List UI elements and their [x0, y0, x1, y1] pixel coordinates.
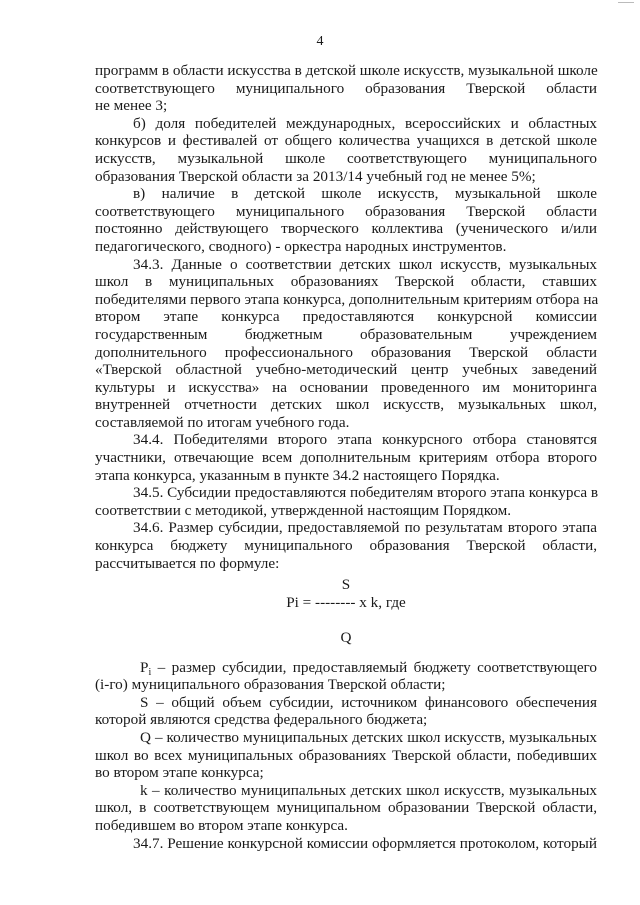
- paragraph-continuation: [95, 62, 597, 115]
- paragraph-34-5: [95, 484, 597, 519]
- text-line: школ в муниципальных образованиях Тверской области, ставших: [95, 273, 597, 291]
- text-line: не менее 3;: [95, 97, 168, 115]
- text-line: культуры и искусства» на основании проведенного им мониторинга: [95, 378, 597, 396]
- symbol-p: P: [140, 658, 149, 676]
- text-line: участники, отвечающие всем дополнительным критериям отбора второго: [95, 449, 597, 467]
- formula: [95, 576, 597, 646]
- text-line: школ во всех муниципальных образованиях Тверской области, победивших: [95, 746, 597, 764]
- text-line: втором этапе конкурса предоставляются конкурсной комиссии: [95, 308, 597, 326]
- text-line: образования Тверской области за 2013/14 учебный год не менее 5%;: [95, 167, 536, 185]
- text-line: внутренней отчетности детских школ искусств, музыкальных школ,: [95, 396, 597, 414]
- text-line: педагогического, сводного) - оркестра народных инструментов.: [95, 237, 507, 255]
- text-line: соответствии с методикой, утвержденной настоящим Порядком.: [95, 501, 512, 519]
- text-line: составляемой по итогам учебного года.: [95, 413, 350, 431]
- text-line: во втором этапе конкурса;: [95, 764, 264, 782]
- text-line: конкурсов и фестивалей от общего количества учащихся в детской школе: [95, 132, 597, 150]
- scan-mark: [618, 2, 634, 3]
- text-line: программ в области искусства в детской школе искусств, музыкальной школе: [95, 62, 598, 79]
- text-line: [95, 659, 597, 677]
- paragraph-34-4: [95, 431, 597, 484]
- text-line: S – общий объем субсидии, источником финансового обеспечения: [140, 693, 597, 711]
- text-line: 34.3. Данные о соответствии детских школ искусств, музыкальных: [133, 255, 597, 273]
- definition-q: [95, 729, 597, 782]
- formula-main: Pi = -------- x k, где: [286, 593, 406, 611]
- paragraph-item-v: [95, 185, 597, 255]
- definition-pi: [95, 659, 597, 694]
- text-line: конкурса бюджету муниципального образования Тверской области,: [95, 537, 597, 555]
- text-line: этапа конкурса, указанным в пункте 34.2 настоящего Порядка.: [95, 466, 500, 484]
- symbol-subscript: i: [148, 666, 152, 678]
- paragraph-34-6: [95, 519, 597, 572]
- paragraph-34-3: [95, 256, 597, 432]
- page-number: 4: [316, 34, 324, 49]
- formula-spacer: [95, 611, 597, 629]
- text-line: которой являются средства федерального бюджета;: [95, 711, 428, 729]
- document-body: [95, 62, 597, 852]
- text-line: 34.5. Субсидии предоставляются победителям второго этапа конкурса в: [133, 484, 599, 502]
- formula-numerator: S: [341, 576, 351, 594]
- text-line: искусств, музыкальной школе соответствующего муниципального: [95, 149, 597, 167]
- text-line: победителями первого этапа конкурса, дополнительным критериям отбора на: [95, 290, 599, 308]
- text-line: Q – количество муниципальных детских школ искусств, музыкальных: [140, 728, 597, 746]
- definition-text: – размер субсидии, предоставляемый бюджету соответствующего: [151, 658, 597, 676]
- text-line: k – количество муниципальных детских школ искусств, музыкальных: [140, 781, 597, 799]
- text-line: соответствующего муниципального образования Тверской области: [95, 79, 597, 97]
- text-line: «Тверской областной учебно-методический центр учебных заведений: [95, 361, 597, 379]
- text-line: 34.6. Размер субсидии, предоставляемой по результатам второго этапа: [133, 519, 597, 537]
- text-line: в) наличие в детской школе искусств, музыкальной школе: [133, 185, 597, 203]
- text-line: государственным бюджетным образовательным учреждением: [95, 325, 597, 343]
- text-line: (i-го) муниципального образования Тверской области;: [95, 676, 446, 694]
- text-line: дополнительного профессионального образования Тверской области: [95, 343, 597, 361]
- text-line: б) доля победителей международных, всероссийских и областных: [133, 114, 597, 132]
- text-line: рассчитывается по формуле:: [95, 554, 280, 572]
- definition-s: [95, 694, 597, 729]
- text-line: постоянно действующего творческого коллектива (ученического и/или: [95, 220, 597, 238]
- text-line: 34.4. Победителями второго этапа конкурсного отбора становятся: [133, 431, 597, 449]
- definition-k: [95, 782, 597, 835]
- paragraph-item-b: [95, 115, 597, 185]
- text-line: победившем во втором этапе конкурса.: [95, 816, 348, 834]
- formula-denominator: Q: [340, 629, 352, 646]
- text-line: школ, в соответствующем муниципальном образовании Тверской области,: [95, 799, 597, 817]
- paragraph-34-7: 34.7. Решение конкурсной комиссии оформляется протоколом, который: [133, 834, 597, 852]
- text-line: соответствующего муниципального образования Тверской области: [95, 202, 597, 220]
